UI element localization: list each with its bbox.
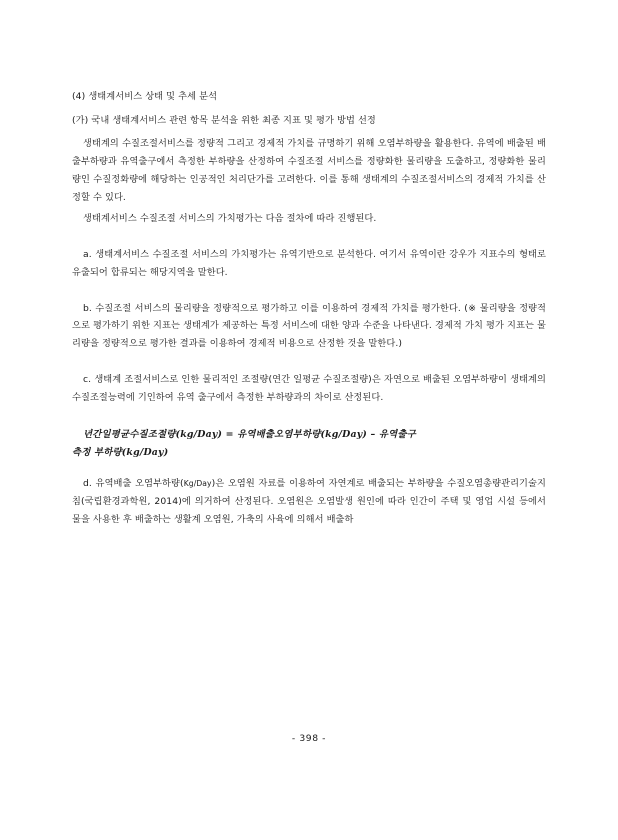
section-subheading: (가) 국내 생태계서비스 관련 항목 분석을 위한 최종 지표 및 평가 방법 선정 [72, 115, 376, 127]
formula-block [72, 426, 546, 462]
paragraph-item-b: b. 수질조절 서비스의 물리량을 정량적으로 평가하고 이를 이용하여 경제적 가치를 평가한다. (※ 물리량을 정량적으로 평가하기 위한 지표는 생태계가 제공하는 특정 서비스에 대한 양과 수준을 나타낸다. 경제적 가치 평가 지표는 물리량을 정량적으로 평가한 결과를 이용하여 경제적 비용으로 산정한 것을 말한다.) [72, 302, 546, 350]
formula-line-1: 년간일평균수질조절량(kg/Day) = 유역배출오염부하량(kg/Day) – 유역출구 [83, 429, 416, 441]
document-body [72, 88, 546, 529]
paragraph-2: 생태계서비스 수질조절 서비스의 가치평가는 다음 절차에 따라 진행된다. [83, 212, 377, 224]
paragraph-item-d-part2: )은 오염원 자료를 이용하여 자연계로 배출되는 부하량을 수질오염총량관리기술지침(국립환경과학원, 2014)에 의거하여 산정된다. 오염원은 오염발생 원인에 따라 인간이 주택 및 영업 시설 등에서 물을 사용한 후 배출하는 생활계 오염원, 가축의 사육에 의해서 배출하 [72, 477, 546, 525]
page-number: - 398 - [291, 733, 327, 744]
paragraph-item-a: a. 생태계서비스 수질조절 서비스의 가치평가는 유역기반으로 분석한다. 여기서 유역이란 강우가 지표수의 형태로 유출되어 합류되는 해당지역을 말한다. [72, 248, 546, 278]
formula-line-2: 측정 부하량(kg/Day) [72, 447, 169, 459]
paragraph-item-d-unit: Kg/Day [183, 478, 212, 488]
paragraph-item-d [72, 475, 546, 529]
paragraph-item-d-part1: d. 유역배출 오염부하량( [83, 477, 184, 489]
section-heading: (4) 생태계서비스 상태 및 추세 분석 [72, 91, 218, 102]
paragraph-1: 생태계의 수질조절서비스를 정량적 그리고 경제적 가치를 규명하기 위해 오염부하량을 활용한다. 유역에 배출된 배출부하량과 유역출구에서 측정한 부하량을 산정하여 수질조절 서비스를 정량화한 물리량을 도출하고, 정량화한 물리량인 수질정화량에 해당하는 인공적인 처리단가를 고려한다. 이를 통해 생태계의 수질조절서비스의 경제적 가치를 산정할 수 있다. [72, 137, 546, 203]
paragraph-item-c: c. 생태계 조절서비스로 인한 물리적인 조절량(연간 일평균 수질조절량)은 자연으로 배출된 오염부하량이 생태계의 수질조절능력에 기인하여 유역 출구에서 측정한 부하량과의 차이로 산정된다. [72, 374, 546, 404]
